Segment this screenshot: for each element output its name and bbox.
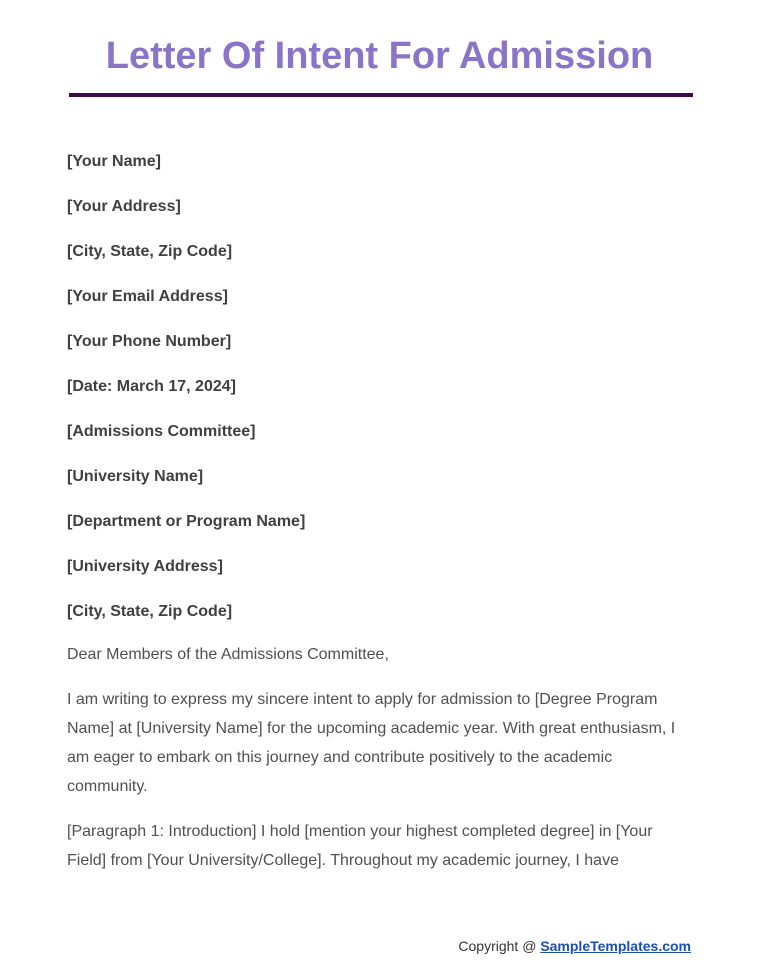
- field-university-city-state-zip: [City, State, Zip Code]: [67, 603, 233, 620]
- sampletemplates-link[interactable]: SampleTemplates.com: [540, 938, 691, 954]
- document-title: Letter Of Intent For Admission: [105, 35, 654, 77]
- field-your-address: [Your Address]: [67, 198, 181, 215]
- copyright-footer: [458, 936, 691, 956]
- paragraph-introduction: [Paragraph 1: Introduction] I hold [mention your highest completed degree] in [Your Field] from [Your University/College]. Throughout my academic journey, I have: [67, 823, 653, 869]
- field-phone-number: [Your Phone Number]: [67, 333, 232, 350]
- salutation: Dear Members of the Admissions Committee,: [67, 646, 389, 663]
- field-your-name: [Your Name]: [67, 153, 161, 170]
- title-divider: [69, 93, 693, 97]
- paragraph-intent: I am writing to express my sincere intent to apply for admission to [Degree Program Name] at [University Name] for the upcoming academic year. With great enthusiasm, I am eager to embark on this journey and contribute positively to the academic community.: [67, 691, 676, 795]
- field-email-address: [Your Email Address]: [67, 288, 228, 305]
- field-date: [Date: March 17, 2024]: [67, 378, 236, 395]
- field-university-address: [University Address]: [67, 558, 223, 575]
- letter-body: [67, 150, 692, 891]
- field-department-name: [Department or Program Name]: [67, 513, 306, 530]
- field-university-name: [University Name]: [67, 468, 204, 485]
- field-city-state-zip: [City, State, Zip Code]: [67, 243, 233, 260]
- copyright-text: Copyright @: [458, 938, 537, 954]
- field-admissions-committee: [Admissions Committee]: [67, 423, 256, 440]
